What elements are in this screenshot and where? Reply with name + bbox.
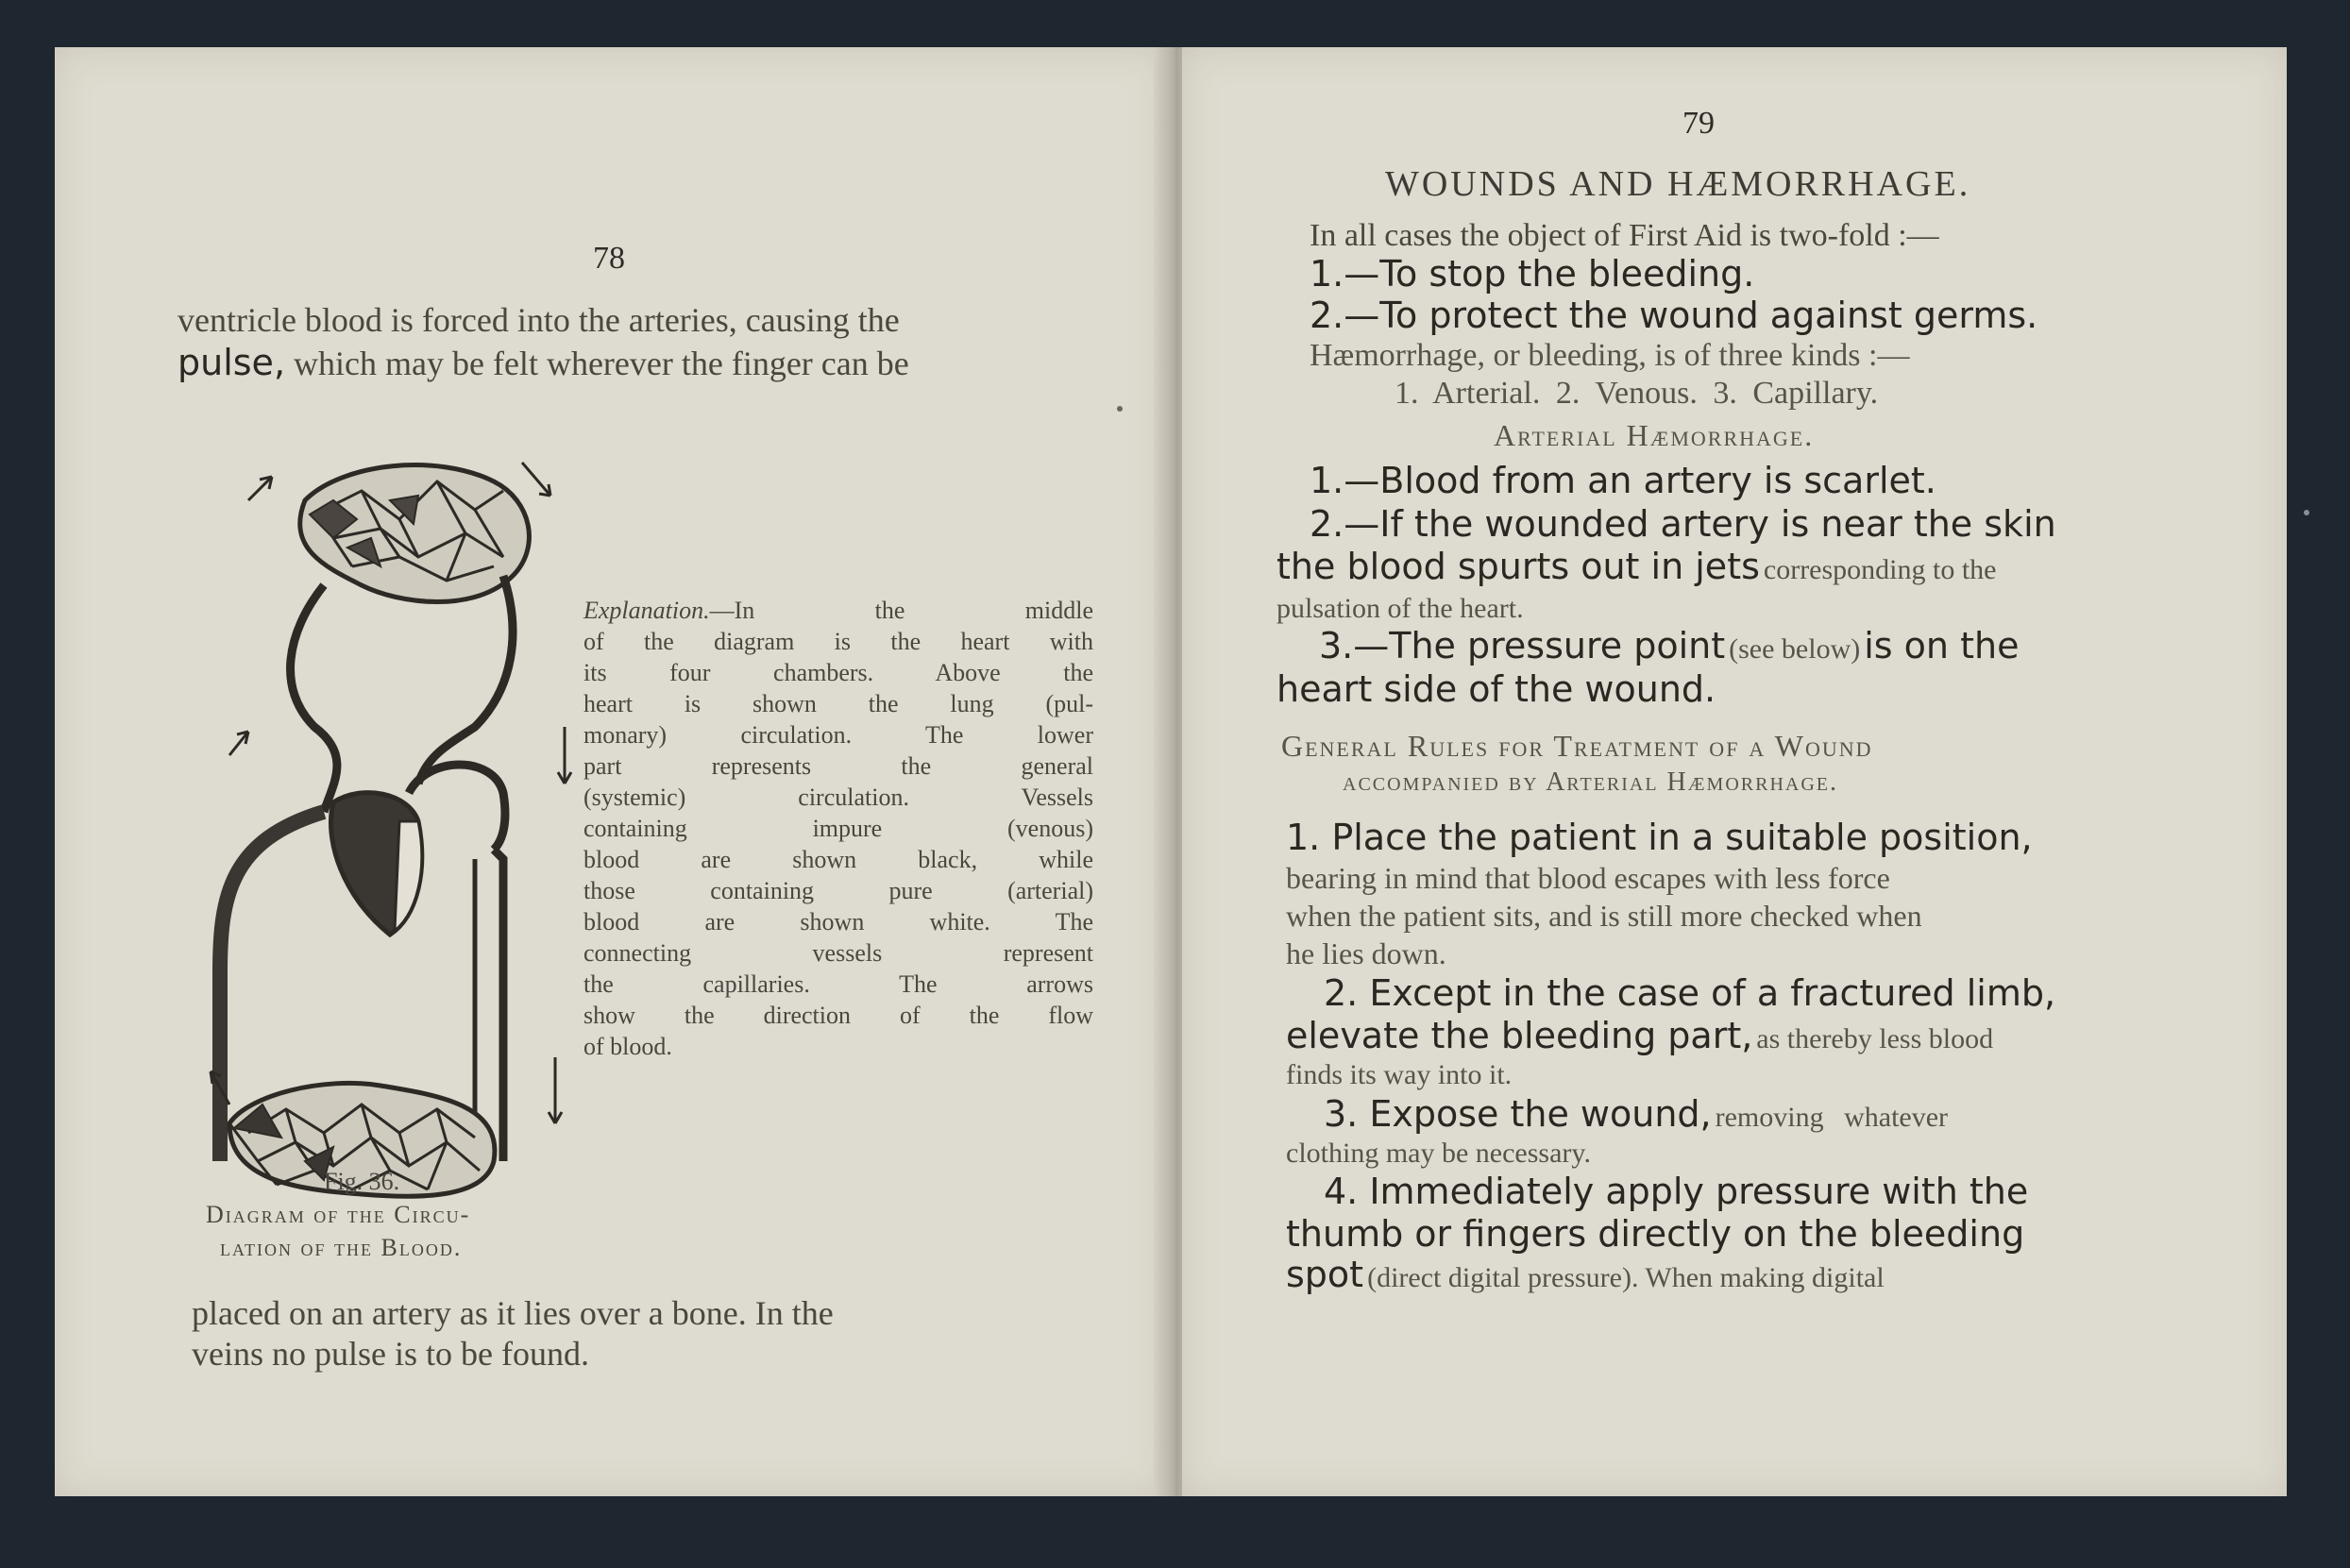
explanation-line: (systemic) circulation. Vessels bbox=[583, 784, 1093, 811]
bold-phrase: 3. Expose the wound, bbox=[1324, 1093, 1712, 1135]
text-span: (see below) bbox=[1729, 633, 1861, 665]
point-line bbox=[1319, 625, 2019, 666]
explanation-line: connecting vessels represent bbox=[583, 939, 1093, 967]
rule-line bbox=[1324, 1093, 1948, 1135]
left-page bbox=[55, 47, 1167, 1496]
explanation-line: containing impure (venous) bbox=[583, 815, 1093, 842]
text-line: Hæmorrhage, or bleeding, is of three kinds :— bbox=[1310, 338, 1910, 373]
text-line: finds its way into it. bbox=[1286, 1059, 1513, 1090]
explanation-line: show the direction of the flow bbox=[583, 1002, 1093, 1029]
explanation-text: —In the middle bbox=[709, 597, 1093, 624]
right-page bbox=[1182, 47, 2287, 1496]
aim-line: 2.—To protect the wound against germs. bbox=[1310, 295, 2038, 336]
text-span: (direct digital pressure). When making digital bbox=[1367, 1262, 1885, 1293]
explanation-line: of the diagram is the heart with bbox=[583, 628, 1093, 655]
explanation-line: blood are shown white. The bbox=[583, 908, 1093, 936]
explanation-line: part represents the general bbox=[583, 752, 1093, 780]
page-number-left: 78 bbox=[593, 241, 625, 276]
figure-caption-line: Diagram of the Circu- bbox=[206, 1201, 471, 1228]
text-line: veins no pulse is to be found. bbox=[192, 1335, 589, 1373]
rule-line: 4. Immediately apply pressure with the bbox=[1324, 1171, 2029, 1212]
page-number-right: 79 bbox=[1682, 106, 1715, 141]
figure-caption-line: lation of the Blood. bbox=[220, 1234, 463, 1261]
kinds-line: 1. Arterial. 2. Venous. 3. Capillary. bbox=[1395, 376, 1879, 411]
explanation-line: the capillaries. The arrows bbox=[583, 970, 1093, 998]
explanation-line: of blood. bbox=[583, 1033, 672, 1060]
text-line bbox=[178, 343, 909, 384]
explanation-block bbox=[583, 595, 1093, 1062]
text-line: when the patient sits, and is still more checked when bbox=[1286, 899, 1922, 933]
explanation-line: its four chambers. Above the bbox=[583, 659, 1093, 686]
section-heading: Arterial Hæmorrhage. bbox=[1494, 418, 1815, 452]
point-line bbox=[1276, 546, 1997, 587]
point-line: heart side of the wound. bbox=[1276, 668, 1716, 710]
figure-number: Fig. 36. bbox=[324, 1168, 400, 1195]
print-speck bbox=[1117, 406, 1123, 412]
point-line: 2.—If the wounded artery is near the skin bbox=[1310, 503, 2056, 545]
text-line: ventricle blood is forced into the arteries, causing the bbox=[178, 301, 900, 339]
bold-phrase: the blood spurts out in jets bbox=[1276, 546, 1760, 587]
text-span: which may be felt wherever the finger can be bbox=[294, 345, 909, 382]
explanation-line bbox=[583, 595, 1093, 626]
bold-phrase: spot bbox=[1286, 1254, 1364, 1295]
text-line: In all cases the object of First Aid is two-fold :— bbox=[1310, 218, 1939, 253]
point-line: 1.—Blood from an artery is scarlet. bbox=[1310, 460, 1936, 501]
scan-speck bbox=[2304, 510, 2309, 515]
explanation-line: heart is shown the lung (pul- bbox=[583, 690, 1093, 717]
text-line: placed on an artery as it lies over a bone. In the bbox=[192, 1294, 834, 1332]
text-line: he lies down. bbox=[1286, 936, 1446, 970]
rule-line: 2. Except in the case of a fractured limb, bbox=[1324, 972, 2056, 1014]
text-span: as thereby less blood bbox=[1756, 1023, 1994, 1054]
aim-line: 1.—To stop the bleeding. bbox=[1310, 253, 1755, 295]
bold-term: pulse, bbox=[178, 342, 286, 383]
explanation-line: blood are shown black, while bbox=[583, 846, 1093, 873]
rules-heading: accompanied by Arterial Hæmorrhage. bbox=[1343, 767, 1838, 797]
explanation-label: Explanation. bbox=[583, 597, 710, 624]
rules-heading: General Rules for Treatment of a Wound bbox=[1281, 729, 1873, 763]
explanation-line: monary) circulation. The lower bbox=[583, 721, 1093, 749]
explanation-line: those containing pure (arterial) bbox=[583, 877, 1093, 904]
page-title: WOUNDS AND HÆMORRHAGE. bbox=[1385, 164, 1971, 204]
text-span: corresponding to the bbox=[1763, 554, 1997, 585]
text-line: bearing in mind that blood escapes with less force bbox=[1286, 861, 1890, 895]
circulation-diagram bbox=[192, 444, 588, 1199]
rule-line: 1. Place the patient in a suitable position, bbox=[1286, 817, 2033, 858]
text-span: removing whatever bbox=[1715, 1102, 1949, 1133]
bold-phrase: is on the bbox=[1864, 625, 2020, 666]
bold-phrase: 3.—The pressure point bbox=[1319, 625, 1726, 666]
rule-line bbox=[1286, 1015, 1993, 1056]
text-line: clothing may be necessary. bbox=[1286, 1138, 1591, 1169]
bold-phrase: elevate the bleeding part, bbox=[1286, 1015, 1753, 1056]
text-line: pulsation of the heart. bbox=[1276, 593, 1524, 624]
rule-line bbox=[1286, 1254, 1885, 1295]
rule-line: thumb or fingers directly on the bleeding bbox=[1286, 1213, 2025, 1255]
